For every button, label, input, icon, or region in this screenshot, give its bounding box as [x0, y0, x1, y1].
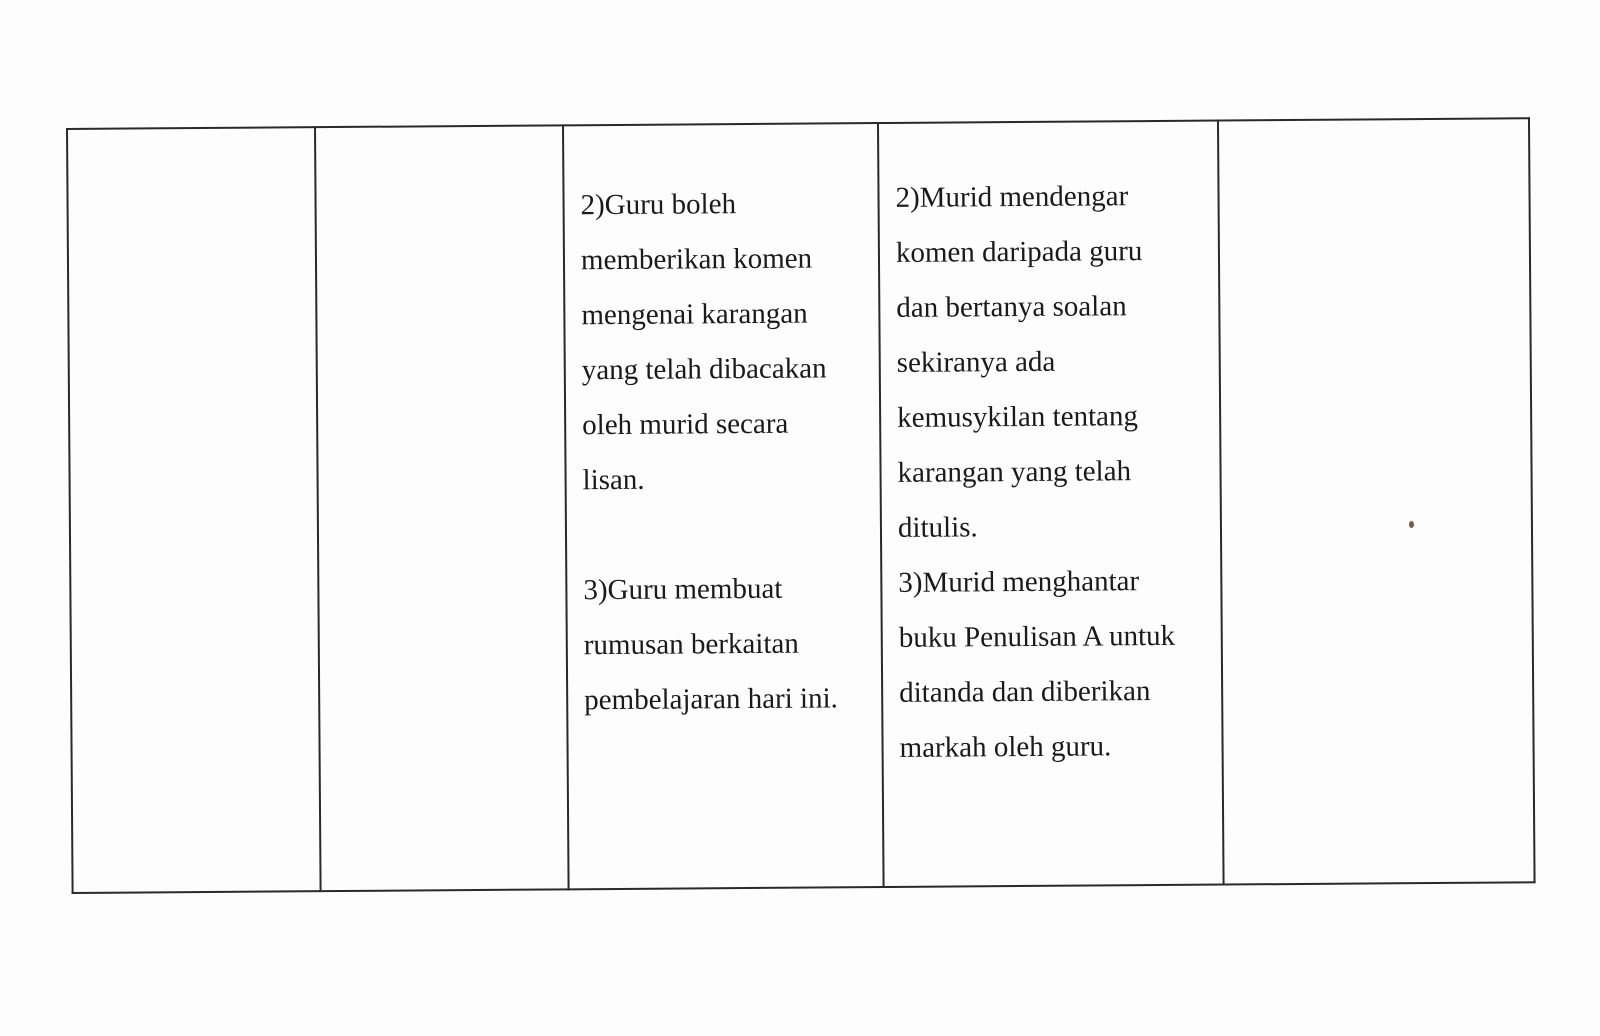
student-step-3: 3)Murid menghantar buku Penulisan A untuk ditanda dan diberikan markah oleh guru.	[898, 565, 1176, 764]
table-cell-column-2	[315, 125, 569, 891]
table-cell-column-5	[1218, 118, 1535, 884]
cell-content	[564, 124, 881, 728]
teacher-step-2: 2)Guru boleh memberikan komen mengenai karangan yang telah dibacakan oleh murid secara lisan.	[580, 188, 827, 497]
lesson-plan-table	[66, 117, 1536, 894]
table-cell-column-3	[563, 123, 884, 889]
table-cell-column-1	[67, 127, 321, 893]
table-cell-column-4	[878, 121, 1224, 887]
cell-content	[879, 122, 1222, 776]
scan-speck	[1409, 521, 1414, 528]
teacher-step-3: 3)Guru membuat rumusan berkaitan pembelajaran hari ini.	[583, 572, 838, 717]
table-row	[67, 118, 1535, 893]
student-step-2: 2)Murid mendengar komen daripada guru dan bertanya soalan sekiranya ada kemusykilan tentang karangan yang telah ditulis.	[895, 180, 1143, 544]
